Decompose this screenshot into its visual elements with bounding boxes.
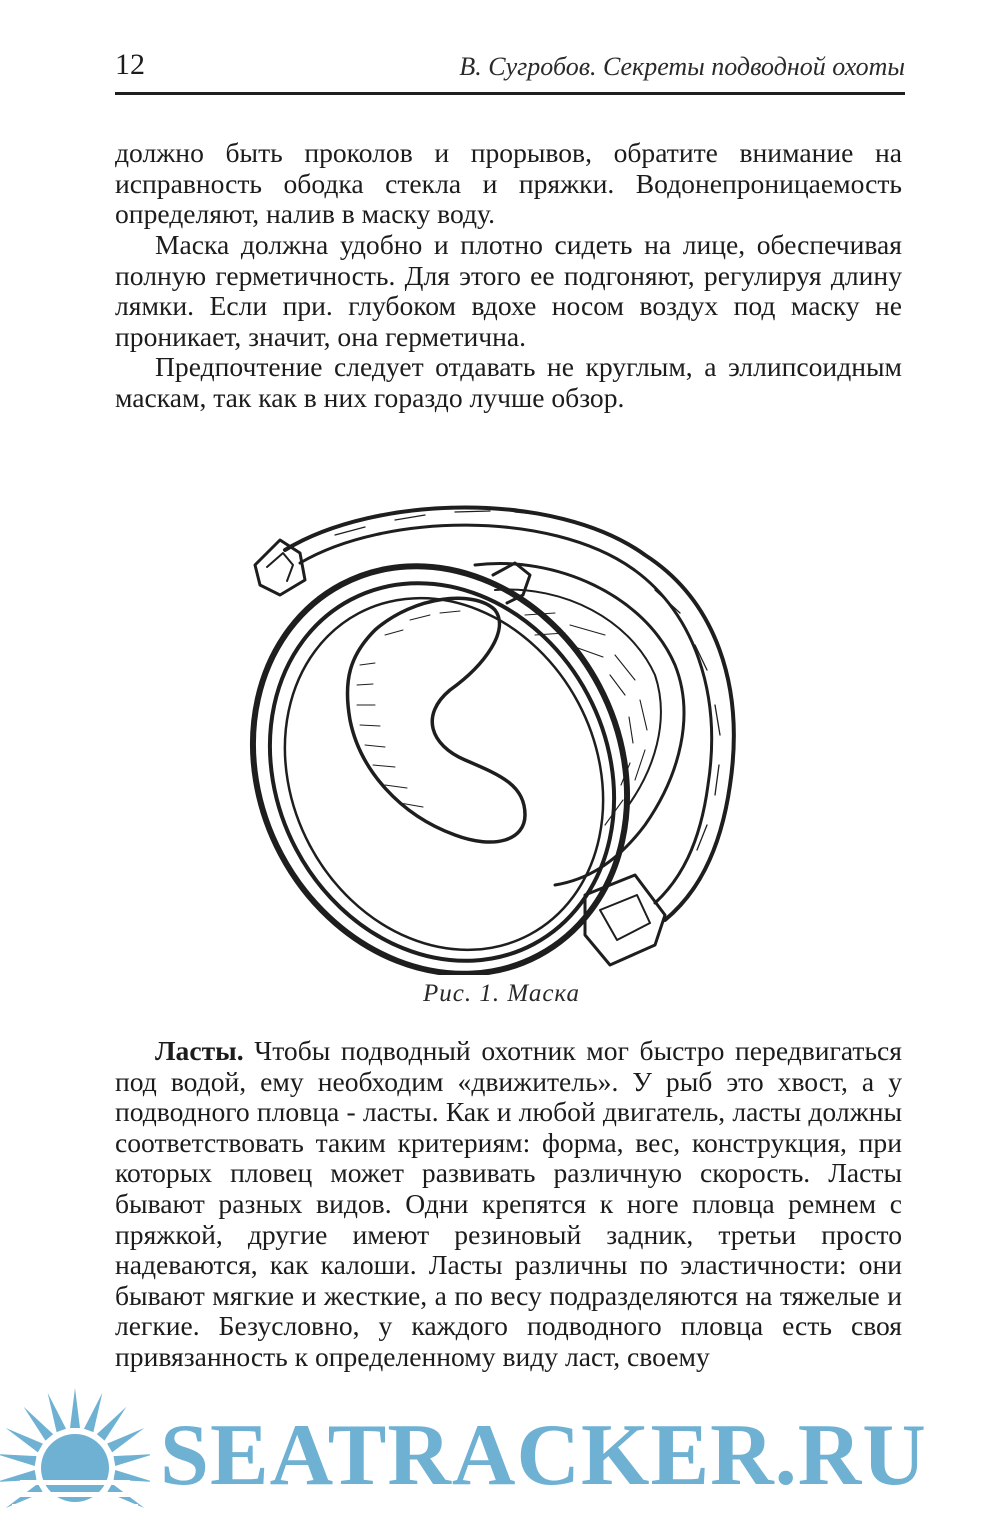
paragraph-2: Маска должна удобно и плотно сидеть на лице, обеспечивая полную герметичность. Для этого ее подгоняют, регулируя длину лямки. Если при. глубоком вдохе носом воздух под маску не проникает, значит, она герметична. [115, 229, 902, 352]
page-number: 12 [115, 48, 145, 81]
section-text: Чтобы подводный охотник мог быстро передвигаться под водой, ему необходим «движитель». У рыб это хвост, а у подводного пловца - ласты. Как и любой двигатель, ласты должны соответствовать таким критериям: форма, вес, конструкция, при которых пловец может развивать различную скорость. Ласты бывают разных видов. Одни крепятся к ноге пловца ремнем с пряжкой, другие имеют резиновый задник, третьи просто надеваются, как калоши. Ласты различны по эластичности: они бывают мягкие и жесткие, а по весу подразделяются на тяжелые и легкие. Безусловно, у каждого подводного пловца есть своя привязанность к определенному виду ласт, своему [115, 1035, 902, 1372]
header-rule [115, 92, 905, 95]
watermark-text: SEATRACKER.RU [160, 1407, 927, 1504]
mask-figure [225, 495, 755, 975]
figure-caption: Рис. 1. Маска [422, 980, 580, 1007]
section-lead: Ласты. [155, 1035, 244, 1066]
running-title: В. Сугробов. Секреты подводной охоты [459, 52, 905, 81]
paragraph-fins [115, 1036, 902, 1373]
diving-mask-illustration-icon [225, 495, 755, 975]
paragraph-3: Предпочтение следует отдавать не круглым, а эллипсоидным маскам, так как в них гораздо лучше обзор. [115, 351, 902, 413]
paragraph-1: должно быть проколов и прорывов, обратите внимание на исправность ободка стекла и пряжки. Водонепроницаемость определяют, налив в маску воду. [115, 137, 902, 230]
sun-logo-icon [0, 1388, 150, 1537]
page-header [115, 44, 905, 90]
watermark [0, 1388, 1003, 1537]
